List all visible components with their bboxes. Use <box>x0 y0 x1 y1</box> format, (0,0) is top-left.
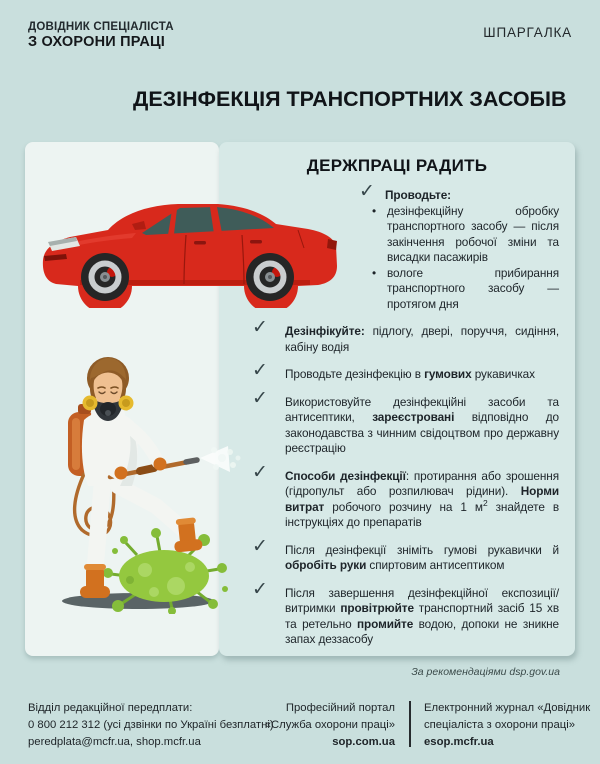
logo-line-1: ДОВІДНИК СПЕЦІАЛІСТА <box>28 21 174 33</box>
check-icon: ✓ <box>252 535 268 557</box>
advice-item-text: Способи дезінфекції: протирання або зрошення (гідропульт або розпилювач рідини). Норми витрат робочого розчину на 1 $м^2$ знайдете в інструкціях до препаратів <box>285 468 559 529</box>
advice-sub-bullet: • вологе прибирання транспортного засобу — протягом дня <box>385 266 559 313</box>
rear-wheel <box>246 253 294 301</box>
advice-item <box>252 360 559 383</box>
footer-journal-block <box>424 700 590 751</box>
source-note: За рекомендаціями dsp.gov.ua <box>411 666 560 678</box>
check-icon: ✓ <box>252 317 268 338</box>
advice-sub-bullet: • дезінфекційну обробку транспортного засобу — після закінчення робочої зміни та висадки пасажирів <box>385 204 559 266</box>
footer-divider <box>409 701 411 747</box>
advice-item-text: Проводьте: <box>385 188 452 202</box>
advice-item-text: Після дезінфекції зніміть гумові рукавички й обробіть руки спиртовим антисептиком <box>285 542 559 572</box>
journal-url: esop.mcfr.ua <box>424 736 494 748</box>
footer-portal-block <box>265 700 395 751</box>
footer-line: спеціаліста з охорони праці» <box>424 719 576 731</box>
advice-item-text: Дезінфікуйте: підлогу, двері, поруччя, сидіння, кабіну водія <box>285 324 559 354</box>
footer-phone: 0 800 212 312 (усі дзвінки по Україні безплатні) <box>28 719 274 731</box>
page-title: ДЕЗІНФЕКЦІЯ ТРАНСПОРТНИХ ЗАСОБІВ <box>133 87 567 112</box>
cheatsheet-tag: ШПАРГАЛКА <box>483 25 572 40</box>
check-icon: ✓ <box>252 461 268 483</box>
logo-line-2: З ОХОРОНИ ПРАЦІ <box>28 34 166 51</box>
footer-line: Відділ редакційної передплати: <box>28 702 193 714</box>
footer-line: Професійний портал <box>285 702 395 714</box>
footer-line: Електронний журнал «Довідник <box>424 702 591 714</box>
check-icon: ✓ <box>252 360 268 381</box>
footer-subscription-block <box>28 700 274 751</box>
advice-item-text: Після завершення дезінфекційної експозиції/витримки провітрюйте транспортний засіб 15 хв та ретельно промийте водою, допоки не зникне запах деззасобу <box>285 585 559 646</box>
publisher-logo <box>28 21 174 51</box>
footer-email: peredplata@mcfr.ua, shop.mcfr.ua <box>28 736 201 748</box>
advice-item <box>252 578 559 648</box>
check-icon: ✓ <box>252 578 268 600</box>
advice-item <box>252 387 559 457</box>
check-icon: ✓ <box>359 181 375 202</box>
advice-item-text: Використовуйте дезінфекційні засоби та антисептики, зареєстровані відповідно до законодавства з чинним свідоцтвом про державну реєстрацію <box>285 394 559 455</box>
advice-item <box>359 181 559 312</box>
disinfection-worker-illustration <box>40 346 252 614</box>
advice-item-text: Проводьте дезінфекцію в гумових рукавичках <box>285 367 535 381</box>
spray-mist <box>200 446 241 472</box>
advice-item <box>252 317 559 355</box>
portal-url: sop.com.ua <box>332 736 395 748</box>
red-car-illustration <box>36 190 352 308</box>
advice-heading: ДЕРЖПРАЦІ РАДИТЬ <box>306 156 488 175</box>
advice-item <box>252 461 559 531</box>
footer-line: «Служба охорони праці» <box>264 719 395 731</box>
advice-sub-bullets <box>385 204 559 313</box>
front-wheel <box>81 253 129 301</box>
check-icon: ✓ <box>252 387 268 409</box>
advice-item <box>252 535 559 574</box>
